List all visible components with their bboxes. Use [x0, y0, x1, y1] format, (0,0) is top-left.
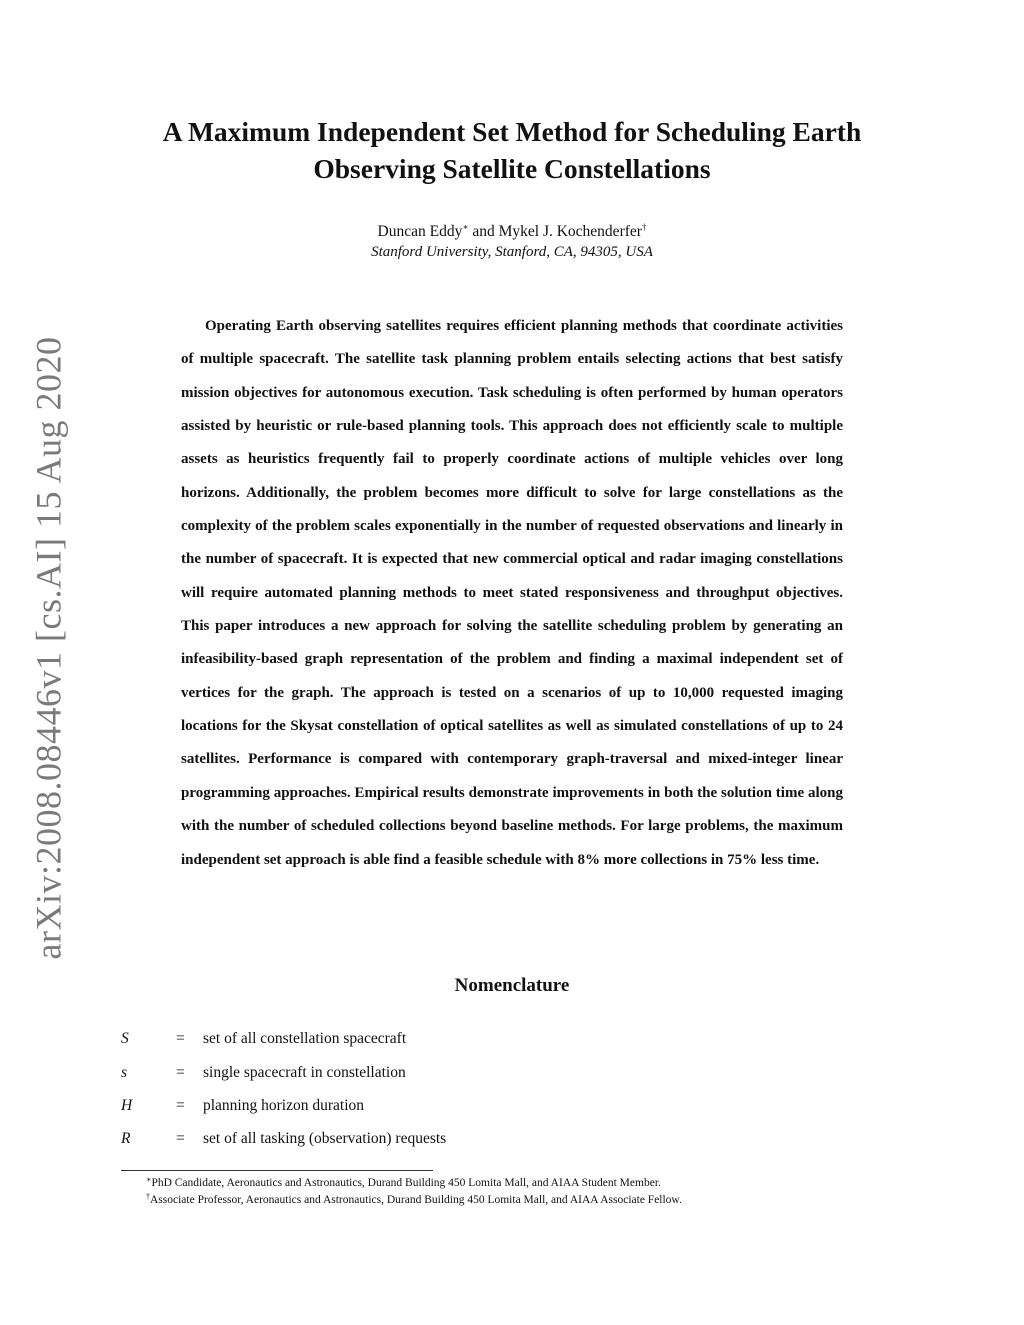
nomenclature-definition: single spacecraft in constellation	[203, 1064, 406, 1081]
footnote-text: Associate Professor, Aeronautics and Astronautics, Durand Building 450 Lomita Mall, and AIAA Associate Fellow.	[150, 1194, 682, 1206]
nomenclature-symbol: S	[121, 1030, 129, 1047]
paper-title	[100, 113, 924, 187]
author-eddy: Duncan Eddy	[377, 223, 463, 240]
author-kochenderfer: Mykel J. Kochenderfer	[498, 223, 642, 240]
author-mark-2: †	[641, 222, 647, 232]
arxiv-stamp-container	[8, 336, 88, 959]
footnote-text: PhD Candidate, Aeronautics and Astronautics, Durand Building 450 Lomita Mall, and AIAA Student Member.	[151, 1177, 661, 1189]
nomenclature-definition: set of all constellation spacecraft	[203, 1030, 407, 1047]
nomenclature-equals: =	[176, 1064, 185, 1081]
author-mark-1: ∗	[462, 222, 469, 232]
nomenclature-definition: planning horizon duration	[203, 1097, 364, 1114]
nomenclature-equals: =	[176, 1130, 185, 1147]
nomenclature-heading: Nomenclature	[454, 975, 570, 996]
nomenclature-symbol: R	[121, 1130, 131, 1147]
nomenclature-definition: set of all tasking (observation) requests	[203, 1130, 447, 1147]
title-line-2: Observing Satellite Constellations	[313, 153, 711, 184]
nomenclature-symbol: H	[121, 1097, 133, 1114]
abstract: Operating Earth observing satellites requires efficient planning methods that coordinate activities of multiple spacecraft. The satellite task planning problem entails selecting actions that best satisfy mission objectives for autonomous execution. Task scheduling is often performed by human operators assisted by heuristic or rule-based planning tools. This approach does not efficiently scale to multiple assets as heuristics frequently fail to properly coordinate actions of multiple vehicles over long horizons. Additionally, the problem becomes more difficult to solve for large constellations as the complexity of the problem scales exponentially in the number of requested observations and linearly in the number of spacecraft. It is expected that new commercial optical and radar imaging constellations will require automated planning methods to meet stated responsiveness and throughput objectives. This paper introduces a new approach for solving the satellite scheduling problem by generating an infeasibility-based graph representation of the problem and finding a maximal independent set of vertices for the graph. The approach is tested on a scenarios of up to 10,000 requested imaging locations for the Skysat constellation of optical satellites as well as simulated constellations of up to 24 satellites. Performance is compared with contemporary graph-traversal and mixed-integer linear programming approaches. Empirical results demonstrate improvements in both the solution time along with the number of scheduled collections beyond baseline methods. For large problems, the maximum independent set approach is able find a feasible schedule with 8% more collections in 75% less time.	[181, 318, 843, 868]
footnote-mark: ∗	[146, 1175, 152, 1184]
footnote-divider	[121, 1170, 433, 1171]
footnote-2	[146, 1193, 682, 1208]
nomenclature-symbol: s	[121, 1064, 128, 1081]
author-conjunction: and	[468, 223, 499, 240]
footnote-1	[146, 1176, 661, 1191]
title-line-1: A Maximum Independent Set Method for Scheduling Earth	[162, 116, 862, 147]
affiliation: Stanford University, Stanford, CA, 94305, USA	[371, 244, 653, 260]
author-block	[100, 222, 924, 262]
author-line	[100, 222, 924, 242]
arxiv-stamp: arXiv:2008.08446v1 [cs.AI] 15 Aug 2020	[28, 336, 68, 959]
nomenclature-equals: =	[176, 1097, 185, 1114]
footnote-mark: †	[146, 1192, 150, 1201]
nomenclature-equals: =	[176, 1030, 185, 1047]
